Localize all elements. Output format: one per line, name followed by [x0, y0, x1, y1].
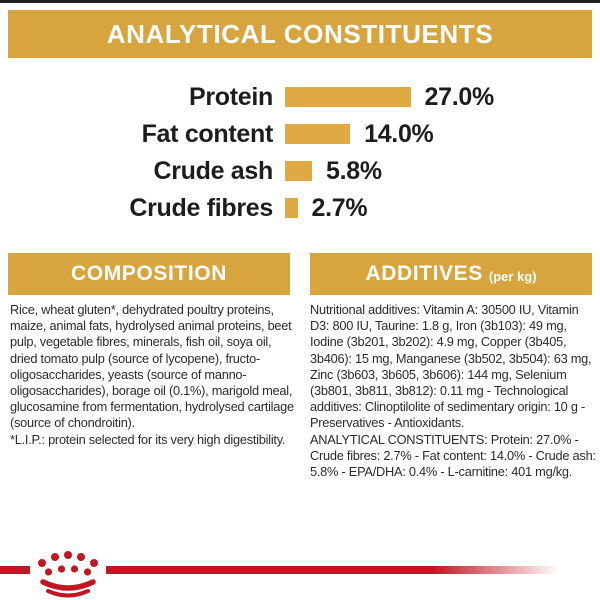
chart-row-protein	[0, 83, 494, 111]
bar	[285, 124, 350, 144]
bar-value: 14.0%	[364, 119, 434, 148]
bar-label: Protein	[188, 82, 273, 111]
chart-row-fat-content	[0, 120, 433, 148]
bar-label: Crude ash	[153, 156, 273, 185]
bar-value: 5.8%	[325, 156, 382, 185]
top-edge-strip	[0, 0, 600, 3]
additives-analytical-text: ANALYTICAL CONSTITUENTS: Protein: 27.0% - Crude fibres: 2.7% - Fat content: 14.0% - Crude ash: 5.8% - EPA/DHA: 0.4% - L-carnitine: 401 mg/kg.	[310, 431, 596, 480]
analytical-constituents-banner	[8, 10, 592, 58]
additives-nutritional-text: Nutritional additives: Vitamin A: 30500 IU, Vitamin D3: 800 IU, Taurine: 1.8 g, Iron (3b103): 49 mg, Iodine (3b201, 3b202): 4.9 mg, Copper (3b405, 3b406): 15 mg, Manganese (3b502, 3b504): 63 mg, Zinc (3b603, 3b605, 3b606): 144 mg, Selenium (3b801, 3b811, 3b812): 0.11 mg - Technological additives: Clinoptilolite of sedimentary origin: 10 g - Preservatives - Antioxidants.	[310, 302, 592, 431]
composition-footnote: *L.I.P.: protein selected for its very high digestibility.	[10, 431, 286, 447]
composition-section	[10, 302, 296, 448]
analytical-constituents-title: ANALYTICAL CONSTITUENTS	[106, 18, 494, 49]
composition-body: Rice, wheat gluten*, dehydrated poultry proteins, maize, animal fats, hydrolysed animal proteins, beet pulp, vegetable fibres, minerals, fish oil, soya oil, dried tomato pulp (source of lycopene), fructo-oligosaccharides, yeasts (source of manno-oligosaccharides), borage oil (0.1%), marigold meal, glucosamine from fermentation, hydrolysed cartilage (source of chondroitin).	[10, 302, 294, 431]
bar-value: 2.7%	[311, 193, 368, 222]
additives-section	[310, 302, 596, 480]
bar-label: Crude fibres	[129, 193, 273, 222]
footer-accent-line	[106, 566, 560, 574]
bar-label: Fat content	[141, 119, 273, 148]
royal-canin-crown-logo	[36, 549, 100, 599]
chart-row-crude-fibres	[0, 194, 367, 222]
footer-accent-dash	[0, 566, 30, 574]
bar	[285, 87, 411, 107]
additives-banner	[310, 253, 592, 295]
chart-row-crude-ash	[0, 157, 382, 185]
additives-title: ADDITIVES	[365, 262, 483, 285]
bar	[285, 198, 298, 218]
bar-value: 27.0%	[424, 82, 494, 111]
additives-title-suffix: (per kg)	[488, 268, 537, 284]
composition-title: COMPOSITION	[71, 262, 227, 285]
composition-banner	[8, 253, 290, 295]
bar	[285, 161, 312, 181]
